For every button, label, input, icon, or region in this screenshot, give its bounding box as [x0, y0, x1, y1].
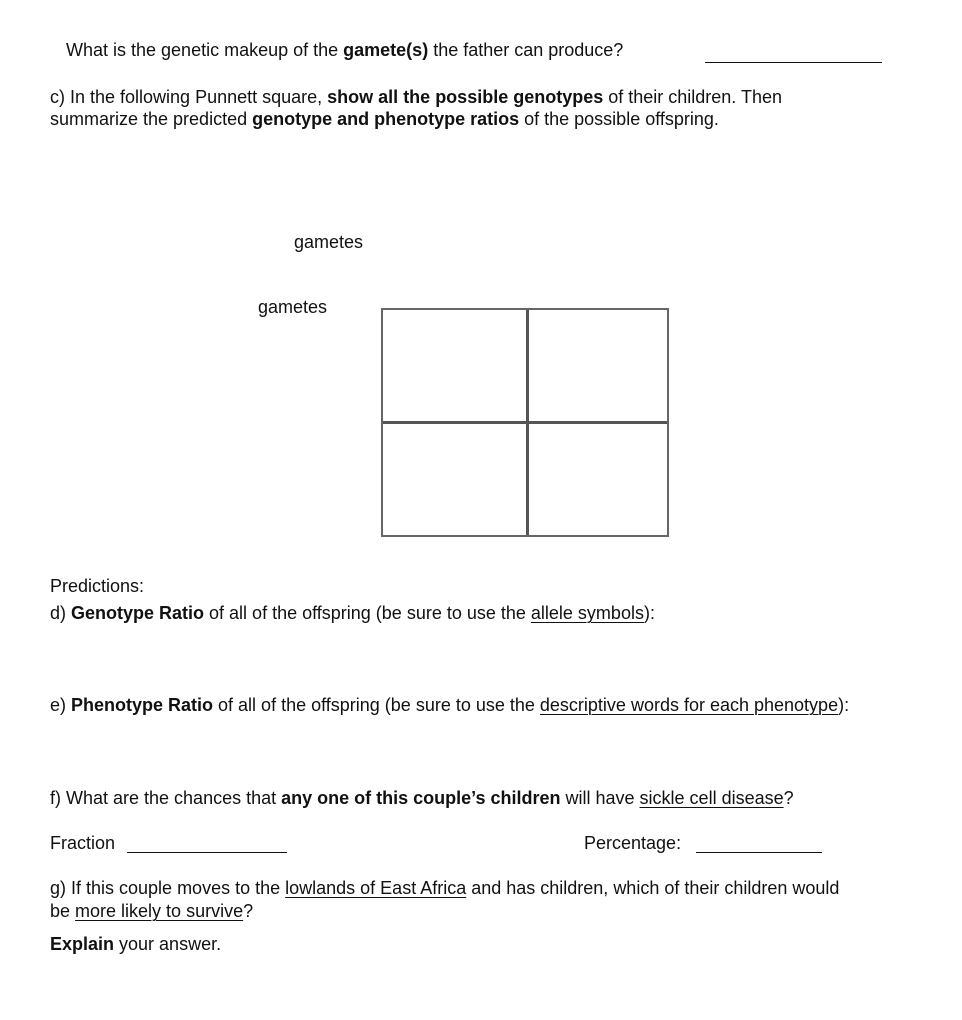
- question-text: of all of the offspring (be sure to use the: [204, 603, 531, 623]
- question-text: g) If this couple moves to the: [50, 878, 286, 898]
- question-text: c) In the following Punnett square,: [50, 87, 328, 107]
- question-text: ):: [643, 603, 655, 623]
- predictions-heading: Predictions:: [50, 576, 145, 596]
- question-underline: allele symbols: [530, 603, 644, 623]
- question-text: the father can produce?: [428, 40, 624, 60]
- punnett-side-label: gametes: [258, 297, 328, 317]
- percentage-answer-blank[interactable]: [696, 851, 822, 853]
- question-c-line1: [50, 87, 782, 108]
- question-text: What is the genetic makeup of the: [66, 40, 344, 60]
- punnett-divider-horizontal: [383, 421, 667, 424]
- question-text: ?: [783, 788, 794, 808]
- question-text: ):: [838, 695, 850, 715]
- question-text: of the possible offspring.: [519, 109, 719, 129]
- percentage-label: Percentage:: [584, 833, 682, 853]
- question-text: of all of the offspring (be sure to use the: [213, 695, 540, 715]
- question-bold: Phenotype Ratio: [71, 695, 214, 715]
- question-bold: genotype and phenotype ratios: [252, 109, 520, 129]
- question-underline: lowlands of East Africa: [285, 878, 467, 898]
- question-text: f) What are the chances that: [50, 788, 282, 808]
- punnett-top-label: gametes: [294, 232, 364, 252]
- question-bold: Genotype Ratio: [71, 603, 205, 623]
- question-text: will have: [560, 788, 640, 808]
- question-d: [50, 603, 655, 624]
- question-text: d): [50, 603, 72, 623]
- question-g-line2: [50, 901, 253, 922]
- fraction-label: Fraction: [50, 833, 116, 853]
- question-text: e): [50, 695, 72, 715]
- question-father-gametes: [66, 40, 623, 61]
- question-c-line2: [50, 109, 719, 130]
- punnett-square[interactable]: [381, 308, 669, 537]
- question-bold: Explain: [50, 934, 115, 954]
- question-underline: descriptive words for each phenotype: [539, 695, 839, 715]
- question-e: [50, 695, 849, 716]
- explain-instruction: [50, 934, 221, 955]
- question-text: be: [50, 901, 76, 921]
- question-text: ?: [243, 901, 254, 921]
- question-bold: gamete(s): [343, 40, 429, 60]
- question-underline: more likely to survive: [75, 901, 244, 921]
- question-f: [50, 788, 794, 809]
- question-underline: sickle cell disease: [639, 788, 784, 808]
- question-text: summarize the predicted: [50, 109, 253, 129]
- question-bold: show all the possible genotypes: [327, 87, 604, 107]
- question-text: and has children, which of their children would: [466, 878, 840, 898]
- fraction-answer-blank[interactable]: [127, 851, 287, 853]
- question-g-line1: [50, 878, 839, 899]
- answer-blank-father-gametes[interactable]: [705, 61, 882, 63]
- question-text: your answer.: [114, 934, 222, 954]
- question-text: of their children. Then: [603, 87, 783, 107]
- question-bold: any one of this couple’s children: [281, 788, 561, 808]
